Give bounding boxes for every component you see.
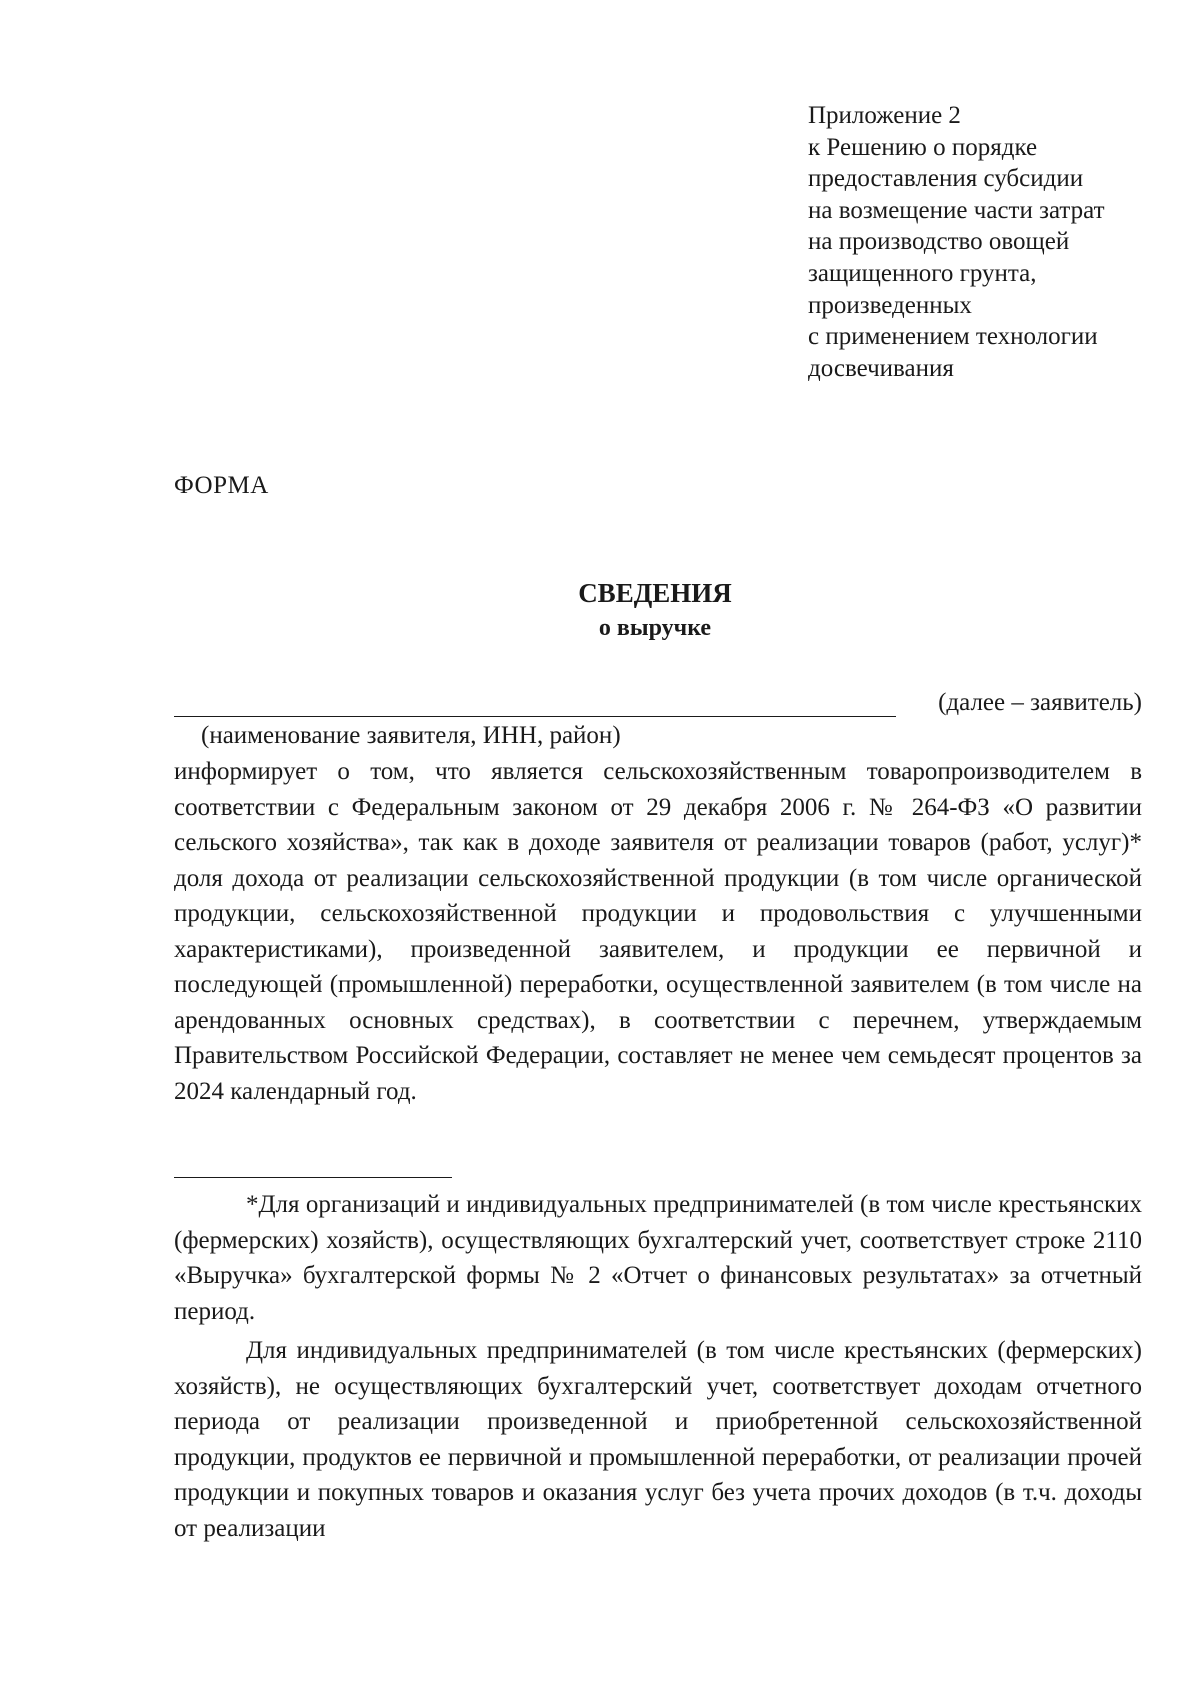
applicant-caption: (наименование заявителя, ИНН, район) (201, 722, 621, 749)
form-label: ФОРМА (174, 472, 269, 499)
annex-line: на возмещение части затрат (808, 196, 1105, 224)
applicant-name-blank-line (174, 716, 896, 717)
document-subtitle: о выручке (598, 615, 712, 641)
footnote-paragraph-2: Для индивидуальных предпринимателей (в том числе крестьянских (фермерских) хозяйств), не осуществляющих бухгалтерский учет, соответствует доходам отчетного периода от реализации произведенной и приобретенной сельскохозяйственной продукции, продуктов ее первичной и промышленной переработки, от реализации прочей продукции и покупных товаров и оказания услуг без учета прочих доходов (в т.ч. доходы от реализации (174, 1337, 1142, 1542)
annex-line: Приложение 2 (808, 102, 961, 129)
main-paragraph: информирует о том, что является сельскохозяйственным товаропроизводителем в соответствии с Федеральным законом от 29 декабря 2006 г. № 264-ФЗ «О развитии сельского хозяйства», так как в доходе заявителя от реализации товаров (работ, услуг)* доля дохода от реализации сельскохозяйственной продукции (в том числе органической продукции, сельскохозяйственной продукции и продовольствия с улучшенными характеристиками), произведенной заявителем, и продукции ее первичной и последующей (промышленной) переработки, осуществленной заявителем (в том числе на арендованных основных средствах), в соответствии с перечнем, утверждаемым Правительством Российской Федерации, составляет не менее чем семьдесят процентов за 2024 календарный год. (174, 758, 1142, 1105)
footnote-paragraph-1: *Для организаций и индивидуальных предпринимателей (в том числе крестьянских (фермерских) хозяйств), осуществляющих бухгалтерский учет, соответствует строке 2110 «Выручка» бухгалтерской формы № 2 «Отчет о финансовых результатах» за отчетный период. (174, 1191, 1142, 1325)
annex-header (808, 100, 1188, 384)
annex-line: досвечивания (808, 354, 954, 382)
annex-line: с применением технологии (808, 323, 1098, 351)
annex-line: предоставления субсидии (808, 165, 1084, 193)
footnote-separator (174, 1177, 452, 1178)
annex-line: произведенных (808, 291, 972, 319)
applicant-suffix: (далее – заявитель) (938, 689, 1142, 716)
document-title: СВЕДЕНИЯ (578, 578, 732, 608)
applicant-name-row (174, 682, 1142, 718)
annex-line: к Решению о порядке (808, 133, 1038, 161)
annex-line: защищенного грунта, (808, 259, 1037, 287)
annex-line: на производство овощей (808, 228, 1070, 256)
